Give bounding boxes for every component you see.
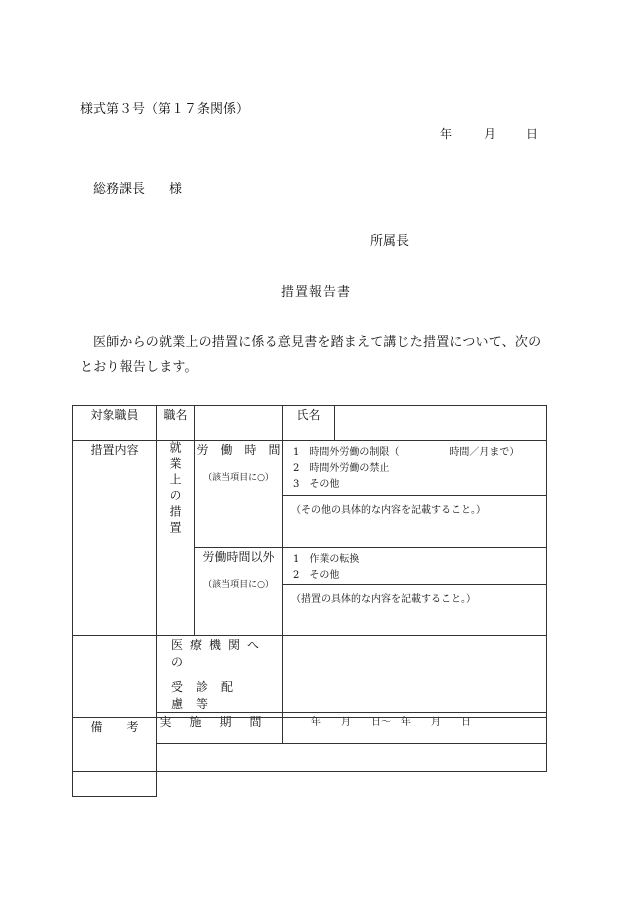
date-month: 月 bbox=[484, 127, 497, 141]
labor-hours-label: 労 働 時 間 （該当項目に○） bbox=[195, 441, 283, 548]
addressee-title: 総務課長 bbox=[93, 182, 146, 197]
labor-hours-other-field[interactable]: （その他の具体的な内容を記載すること。） bbox=[283, 496, 547, 548]
medical-consideration-field[interactable] bbox=[283, 636, 547, 713]
period-label: 実施期間 bbox=[157, 713, 283, 744]
body-paragraph: 医師からの就業上の措置に係る意見書を踏まえて講じた措置について、次のとおり報告します。 bbox=[80, 335, 542, 375]
name-label: 氏名 bbox=[283, 406, 335, 441]
period-field[interactable]: 年 月 日～ 年 月 日 bbox=[283, 713, 547, 744]
labor-hours-option[interactable]: 1 時間外労働の制限（ 時間／月まで） bbox=[293, 447, 520, 458]
remarks-field[interactable] bbox=[157, 718, 547, 772]
sender: 所属長 bbox=[370, 234, 410, 249]
work-measures-label: 就業上の措置 bbox=[157, 441, 195, 636]
name-field[interactable] bbox=[335, 406, 547, 441]
form-number: 様式第３号（第１７条関係） bbox=[80, 102, 250, 117]
remarks-label: 備 考 bbox=[73, 718, 157, 772]
non-labor-option[interactable]: 1 作業の転換 bbox=[293, 554, 360, 565]
non-labor-options[interactable] bbox=[283, 548, 547, 585]
labor-hours-option[interactable]: 3 その他 bbox=[293, 479, 340, 490]
date-year: 年 bbox=[440, 127, 453, 141]
date-day: 日 bbox=[526, 127, 539, 141]
non-labor-other-field[interactable]: （措置の具体的な内容を記載すること。） bbox=[283, 585, 547, 636]
non-labor-label: 労働時間以外 （該当項目に○） bbox=[195, 548, 283, 636]
remarks-table bbox=[72, 717, 547, 772]
non-labor-option[interactable]: 2 その他 bbox=[293, 570, 340, 581]
position-label: 職名 bbox=[157, 406, 195, 441]
measures-spacer bbox=[73, 636, 157, 797]
addressee-honorific: 様 bbox=[169, 182, 183, 197]
measures-label: 措置内容 bbox=[73, 441, 157, 636]
addressee bbox=[93, 178, 182, 197]
labor-hours-option[interactable]: 2 時間外労働の禁止 bbox=[293, 463, 390, 474]
position-field[interactable] bbox=[195, 406, 283, 441]
medical-consideration-label: 医療機関への 受診配慮等 bbox=[157, 636, 283, 713]
target-staff-label: 対象職員 bbox=[73, 406, 157, 441]
document-title: 措置報告書 bbox=[281, 285, 352, 300]
labor-hours-options[interactable] bbox=[283, 441, 547, 496]
